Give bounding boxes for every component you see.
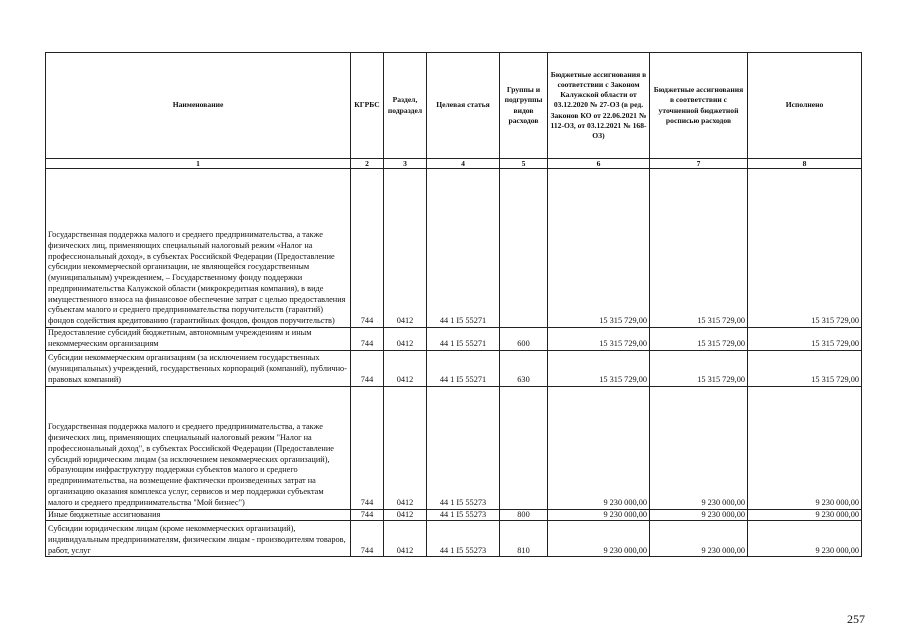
column-number: 5 [500, 159, 548, 169]
row-name: Иные бюджетные ассигнования [46, 509, 351, 521]
budget-table [45, 52, 862, 557]
row-group: 600 [500, 328, 548, 351]
row-group [500, 386, 548, 509]
header-kgrbs: КГРБС [351, 53, 384, 159]
row-law-amount: 15 315 729,00 [548, 169, 650, 328]
row-law-amount: 15 315 729,00 [548, 328, 650, 351]
column-number: 6 [548, 159, 650, 169]
table-row [46, 328, 862, 351]
column-number: 4 [427, 159, 500, 169]
row-article: 44 1 I5 55273 [427, 386, 500, 509]
row-name: Государственная поддержка малого и среднего предпринимательства, а также физических лиц, применяющих специальный налоговый режим "Налог на профессиональный доход", в субъектах Российской Федерации (Предоставление субсидий юридическим лицам (за исключением некоммерческих организаций), образующим инфраструктуру поддержки субъектов малого и среднего предпринимательства, на возмещение фактически произведенных затрат на организацию оказания комплекса услуг, сервисов и мер поддержки субъектам малого и среднего предпринимательства "Мой бизнес") [46, 386, 351, 509]
table-row [46, 521, 862, 557]
column-number: 3 [384, 159, 427, 169]
row-kgrbs: 744 [351, 509, 384, 521]
row-revised-amount: 15 315 729,00 [650, 328, 748, 351]
table-row [46, 169, 862, 328]
row-law-amount: 9 230 000,00 [548, 386, 650, 509]
row-executed-amount: 15 315 729,00 [748, 350, 862, 386]
row-name: Предоставление субсидий бюджетным, автономным учреждениям и иным некоммерческим организациям [46, 328, 351, 351]
row-group: 810 [500, 521, 548, 557]
row-kgrbs: 744 [351, 169, 384, 328]
row-revised-amount: 15 315 729,00 [650, 350, 748, 386]
row-executed-amount: 9 230 000,00 [748, 521, 862, 557]
row-section: 0412 [384, 350, 427, 386]
row-revised-amount: 15 315 729,00 [650, 169, 748, 328]
row-executed-amount: 15 315 729,00 [748, 328, 862, 351]
header-budget-law: Бюджетные ассигнования в соответствии с Законом Калужской области от 03.12.2020 № 27-ОЗ (в ред. Законов КО от 22.06.2021 № 112-ОЗ, от 03.12.2021 № 168-ОЗ) [548, 53, 650, 159]
table-row [46, 386, 862, 509]
row-executed-amount: 9 230 000,00 [748, 386, 862, 509]
header-row [46, 53, 862, 159]
header-section: Раздел, подраздел [384, 53, 427, 159]
row-revised-amount: 9 230 000,00 [650, 521, 748, 557]
row-section: 0412 [384, 169, 427, 328]
row-law-amount: 9 230 000,00 [548, 509, 650, 521]
column-number: 2 [351, 159, 384, 169]
row-name: Субсидии юридическим лицам (кроме некоммерческих организаций), индивидуальным предпринимателям, физическим лицам - производителям товаров, работ, услуг [46, 521, 351, 557]
header-name: Наименование [46, 53, 351, 159]
page-number: 257 [847, 612, 865, 626]
row-article: 44 1 I5 55271 [427, 350, 500, 386]
row-section: 0412 [384, 386, 427, 509]
row-name: Государственная поддержка малого и среднего предпринимательства, а также физических лиц, применяющих специальный налоговый режим «Налог на профессиональный доход», в субъектах Российской Федерации (Предоставление субсидии некоммерческой организации, не являющейся государственным (муниципальным) учреждением, – Государственному фонду поддержки предпринимательства Калужской области (микрокредитная компания), в виде имущественного взноса на финансовое обеспечение затрат с целью предоставления субъектам малого и среднего предпринимательства поручительств (гарантий) фондов содействия кредитованию (гарантийных фондов, фондов поручительств) [46, 169, 351, 328]
row-group [500, 169, 548, 328]
table-row [46, 509, 862, 521]
header-target-article: Целевая статья [427, 53, 500, 159]
row-law-amount: 15 315 729,00 [548, 350, 650, 386]
row-kgrbs: 744 [351, 350, 384, 386]
row-article: 44 1 I5 55271 [427, 169, 500, 328]
header-executed: Исполнено [748, 53, 862, 159]
column-number: 1 [46, 159, 351, 169]
row-executed-amount: 9 230 000,00 [748, 509, 862, 521]
row-article: 44 1 I5 55273 [427, 521, 500, 557]
row-kgrbs: 744 [351, 521, 384, 557]
column-number: 7 [650, 159, 748, 169]
row-article: 44 1 I5 55273 [427, 509, 500, 521]
row-section: 0412 [384, 521, 427, 557]
row-section: 0412 [384, 328, 427, 351]
header-budget-revised: Бюджетные ассигнования в соответствии с уточненной бюджетной росписью расходов [650, 53, 748, 159]
table-row [46, 350, 862, 386]
row-executed-amount: 15 315 729,00 [748, 169, 862, 328]
column-number: 8 [748, 159, 862, 169]
row-group: 630 [500, 350, 548, 386]
row-law-amount: 9 230 000,00 [548, 521, 650, 557]
header-expense-group: Группы и подгруппы видов расходов [500, 53, 548, 159]
row-revised-amount: 9 230 000,00 [650, 386, 748, 509]
row-kgrbs: 744 [351, 386, 384, 509]
row-name: Субсидии некоммерческим организациям (за исключением государственных (муниципальных) учреждений, государственных корпораций (компаний), публично-правовых компаний) [46, 350, 351, 386]
row-group: 800 [500, 509, 548, 521]
row-revised-amount: 9 230 000,00 [650, 509, 748, 521]
row-kgrbs: 744 [351, 328, 384, 351]
row-article: 44 1 I5 55271 [427, 328, 500, 351]
row-section: 0412 [384, 509, 427, 521]
column-number-row [46, 159, 862, 169]
